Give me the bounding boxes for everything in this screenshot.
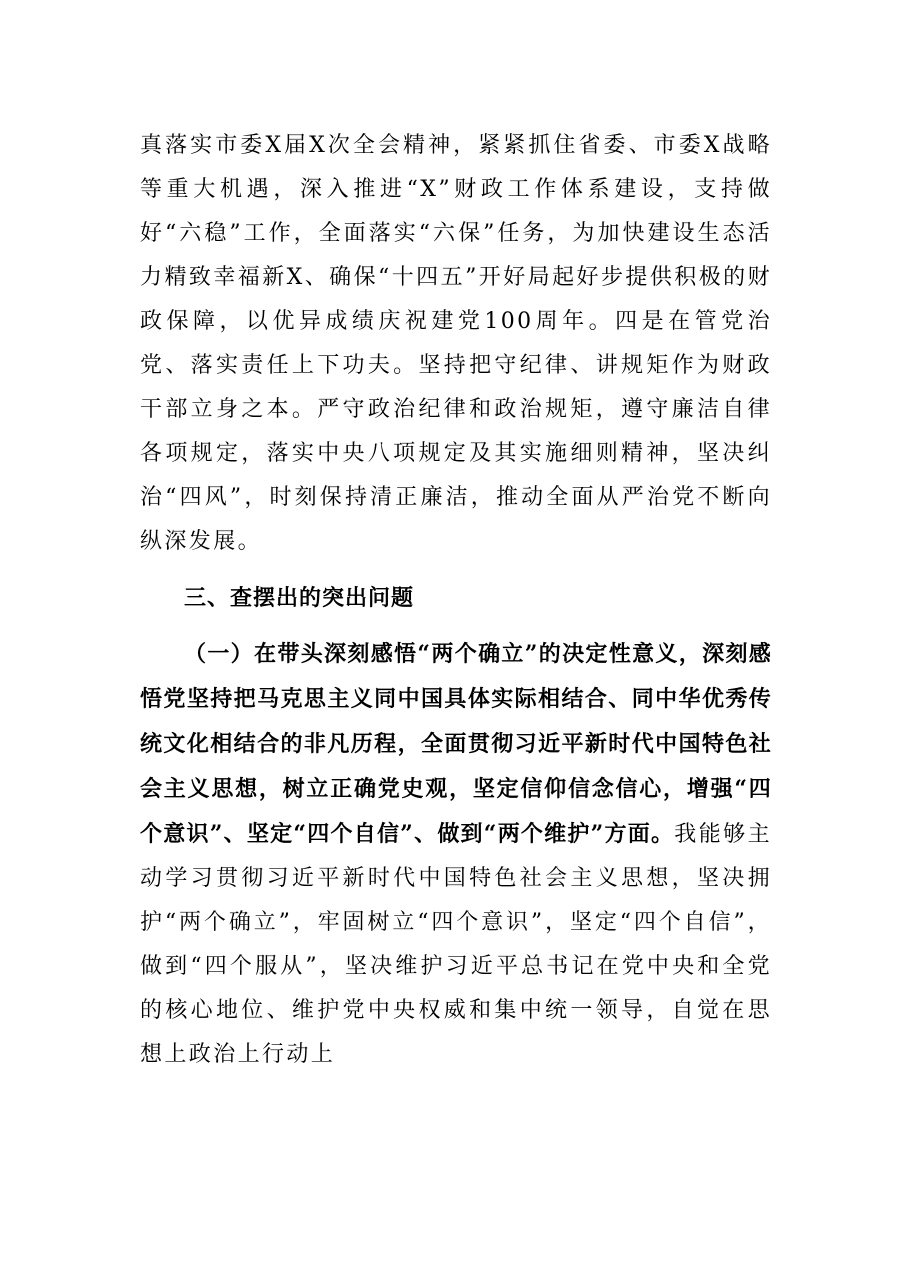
paragraph-bold-lead: （一）在带头深刻感悟“两个确立”的决定性意义，深刻感悟党坚持把马克思主义同中国具体实际相结合、同中华优秀传统文化相结合的非凡历程，全面贯彻习近平新时代中国特色社会主义思想，树立正确党史观，坚定信仰信念信心，增强“四个意识”、坚定“四个自信”、做到“两个维护”方面。: [140, 641, 772, 847]
paragraph-body-text: 我能够主动学习贯彻习近平新时代中国特色社会主义思想，坚决拥护“两个确立”，牢固树立“四个意识”，坚定“四个自信”，做到“四个服从”，坚决维护习近平总书记在党中央和全党的核心地位、维护党中央权威和集中统一领导，自觉在思想上政治上行动上: [140, 822, 772, 1067]
body-paragraph: [140, 632, 772, 1077]
section-heading: 三、查摆出的突出问题: [184, 585, 415, 611]
document-body: [140, 124, 772, 1077]
body-paragraph-continued: 真落实市委X届X次全会精神，紧紧抓住省委、市委X战略等重大机遇，深入推进“X”财政工作体系建设，支持做好“六稳”工作，全面落实“六保”任务，为加快建设生态活力精致幸福新X、确保“十四五”开好局起好步提供积极的财政保障，以优异成绩庆祝建党100周年。四是在管党治党、落实责任上下功夫。坚持把守纪律、讲规矩作为财政干部立身之本。严守政治纪律和政治规矩，遵守廉洁自律各项规定，落实中央八项规定及其实施细则精神，坚决纠治“四风”，时刻保持清正廉洁，推动全面从严治党不断向纵深发展。: [140, 133, 772, 554]
